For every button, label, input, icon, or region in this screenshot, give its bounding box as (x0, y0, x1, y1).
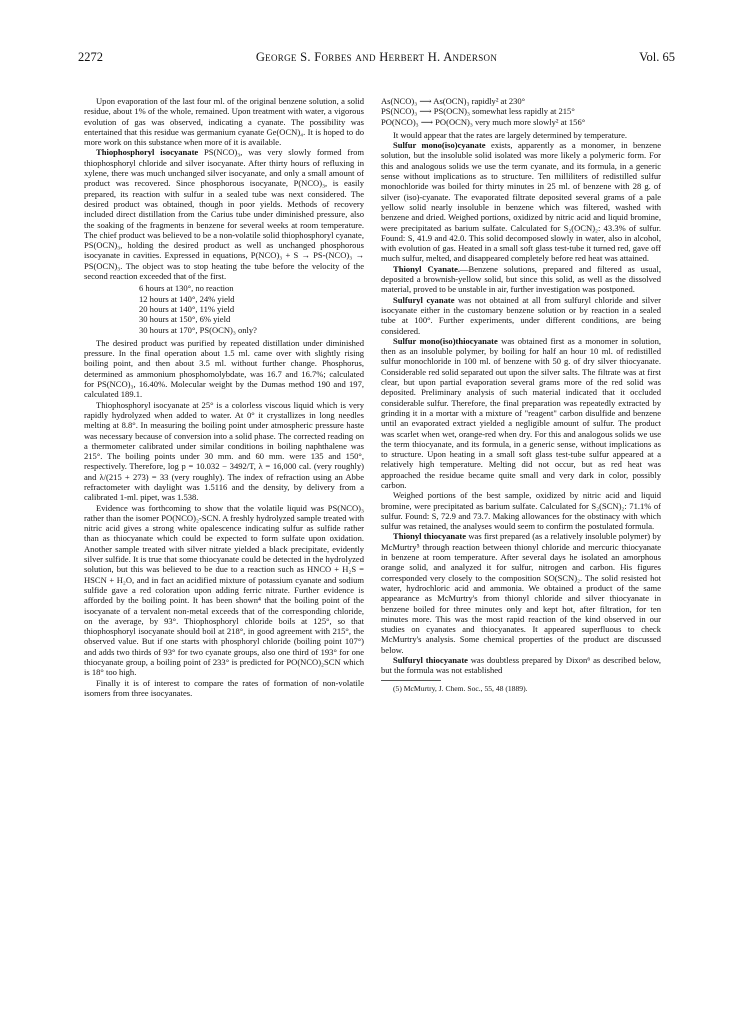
paragraph: Evidence was forthcoming to show that the volatile liquid was PS(NCO)₃ rather than the isomer PO(NCO)₂-SCN. A freshly hydrolyzed sample treated with nitric acid gives a strong white opalescence indicating sulfur as sulfide rather than as thiocyanate which could be expected to form sulfate upon oxidation. Another sample treated with silver nitrate yielded a black precipitate, evidently silver sulfide. It is true that some thiocyanate could be detected in the hydrolyzed solution, but this was believed to be due to a reaction such as HNCO + H₂S = HSCN + H₂O, and in fact an acidified mixture of potassium cyanate and sodium sulfide gave a red coloration upon adding ferric nitrate. Further evidence is afforded by the boiling point. It has been shown⁴ that the boiling point of the isocyanate of a tervalent non-metal exceeds that of the corresponding chloride, on the average, by 93°. Thiophosphoryl chloride boils at 125°, so that thiophosphoryl isocyanate should boil at 218°, in good agreement with 215°, the observed value. But if one starts with phosphoryl chloride (boiling point 107°) and adds two thirds of 93° for two cyanate groups, also one third of 193° for one thiocyanate group, a boiling point of 233° is predicted for PO(NCO)₂SCN which is 18° too high. (84, 502, 364, 678)
paragraph-lead: Thiophosphoryl isocyanate (96, 147, 199, 158)
footnote: (5) McMurtry, J. Chem. Soc., 55, 48 (1889). (393, 683, 528, 693)
paragraph-lead: Sulfuryl thiocyanate (393, 655, 468, 666)
list-item: 6 hours at 130°, no reaction (139, 283, 234, 294)
paragraph (84, 147, 364, 281)
left-column (84, 96, 364, 698)
paragraph (381, 531, 661, 655)
paragraph-lead: Sulfur mono(iso)cyanate (393, 140, 486, 151)
reaction-line: PS(NCO)₃ ⟶ PS(OCN)₃ somewhat less rapidly at 215° (381, 106, 575, 117)
paragraph: Upon evaporation of the last four ml. of the original benzene solution, a solid residue, about 1% of the whole, remained. Upon treatment with water, a vigorous evolution of gas was observed, indicating a cyanate. The possibility was entertained that this residue was germanium cyanate Ge(OCN)₄. It is hoped to do more work on this substance when more of it is available. (84, 96, 364, 148)
paragraph-body: —Benzene solutions, prepared and filtered as usual, deposited a brownish-yellow solid, but since this solid, as well as the dissolved material, proved to be unstable in air, further investigation was postponed. (381, 263, 661, 295)
list-item: 30 hours at 170°, PS(OCN)₃ only? (139, 324, 257, 335)
reaction-times-list (139, 283, 364, 334)
reaction-rates-list (381, 96, 661, 127)
paragraph (381, 264, 661, 295)
paragraph-body: was not obtained at all from sulfuryl chloride and silver isocyanate either in the customary benzene solution or by reaction in a sealed tube at 100°. Further experiments, under different conditions, are being considered. (381, 294, 661, 336)
list-item: 20 hours at 140°, 11% yield (139, 303, 235, 314)
reaction-line: As(NCO)₃ ⟶ As(OCN)₃ rapidly² at 230° (381, 96, 526, 106)
paragraph-body: was obtained first as a monomer in solution, then as an insoluble polymer, by boiling for half an hour 10 ml. of redistilled sulfur monochloride in 100 ml. of benzene with 50 g. of dry silver thiocyanate. Considerable red solid separated out upon the silver salts. The filtrate was at first clear, but upon partial evaporation several grams more of the red solid was deposited. Preliminary analysis of such material indicated that it occluded considerable sulfur. Therefore, the final preparation was repeatedly extracted by grinding it in a mortar with a mixture of "reagent" carbon disulfide and benzene until an evaporated extract yielded a negligible amount of sulfur. The product was scarlet when wet, orange-red when dry. For this and analogous solids we use the term thiocyanate, and its formula, in a generic sense, without implications as to structure. Upon heating in a small soft glass test-tube sulfur appeared at a relatively high temperature. Melting did not occur, but as red heat was approached the residue became quite small and very dark in color, possibly carbon. (381, 335, 661, 490)
paragraph-body: PS(NCO)₃, was very slowly formed from thiophosphoryl chloride and silver isocyanate. After thirty hours of refluxing in xylene, there was much unchanged silver isocyanate, and only a small amount of product was recovered. Since phosphorous isocyanate, P(NCO)₃, is easily prepared, its reaction with sulfur in a sealed tube was next considered. The desired product was obtained, though in poor yields. Methods of recovery included direct distillation from the Carius tube under diminished pressure, also the soaking of the fragments in benzene for several weeks at room temperature. The chief product was believed to be a non-volatile solid thiophosphoryl cyanate, PS(OCN)₃, holding the desired product as well as unchanged phosphorous isocyanate in cavities. Expressed in equations, P(NCO)₃ + S → PS-(NCO)₃ → PS(OCN)₃. The object was to stop heating the tube before the velocity of the second reaction exceeded that of the first. (84, 147, 364, 282)
page-header (78, 50, 675, 68)
paragraph: It would appear that the rates are largely determined by temperature. (393, 129, 628, 140)
paragraph: Finally it is of interest to compare the rates of formation of non-volatile isomers from three isocyanates. (84, 677, 364, 698)
running-title: George S. Forbes and Herbert H. Anderson (255, 50, 498, 64)
paragraph: Weighed portions of the best sample, oxidized by nitric acid and liquid bromine, were precipitated as barium sulfate. Calculated for S₂(SCN)₂: 71.1% of sulfur. Found: S, 72.9 and 73.7. Making allowances for the obstinacy with which sulfur was retained, the analyses would seem to confirm the postulated formula. (381, 490, 661, 532)
paragraph-lead: Thionyl Cyanate. (393, 263, 460, 274)
paragraph (381, 295, 661, 336)
paragraph-lead: Sulfur mono(iso)thiocyanate (393, 335, 498, 346)
volume-label: Vol. 65 (639, 50, 675, 64)
paragraph-body: was doubtless prepared by Dixon⁶ as described below, but the formula was not established (381, 655, 661, 676)
list-item: 30 hours at 150°, 6% yield (139, 314, 231, 325)
list-item: 12 hours at 140°, 24% yield (139, 293, 235, 304)
right-column (381, 96, 661, 694)
paragraph: The desired product was purified by repeated distillation under diminished pressure. In the final operation about 1.5 ml. came over with slightly rising boiling point, and then about 3.5 ml. without further change. Phosphorus, determined as ammonium phosphomolybdate, was 16.7 and 16.7%; calculated for PS(NCO)₃, 16.40%. Molecular weight by the Dumas method 190 and 197, calculated 189.1. (84, 337, 364, 400)
paragraph-body: was first prepared (as a relatively insoluble polymer) by McMurtry⁵ through reaction between thionyl chloride and mercuric thiocyanate in benzene at room temperature. After several days he isolated an amorphous orange solid, and analyzed it for sulfur, nitrogen and carbon. His figures corresponded very closely to the composition SO(SCN)₂. The solid resisted hot water, hydrochloric acid and ammonia. We obtained a product of the same appearance as McMurtry's from thionyl chloride and silver thiocyanate in benzene boiled for three minutes only and kept hot, after filtration, for ten minutes more. This was the most rapid reaction of the kind observed in our studies on cyanates and thiocyanates. It appeared superfluous to check McMurtry's analysis. Some chemical properties of the product are discussed below. (381, 531, 661, 655)
reaction-line: PO(NCO)₃ ⟶ PO(OCN)₃ very much more slowly² at 156° (381, 116, 586, 127)
page-number: 2272 (78, 50, 103, 64)
paragraph (381, 140, 661, 264)
paragraph (381, 336, 661, 490)
paragraph-lead: Sulfuryl cyanate (393, 294, 455, 305)
paragraph-body: exists, apparently as a monomer, in benzene solution, but the insoluble solid isolated was more likely a polymeric form. For this and analogous solids we use the term cyanate, and its formula, in a generic sense without implications as to structure. Ten milliliters of redistilled sulfur monochloride was boiled for thirty minutes in 25 ml. of benzene with 28 g. of silver (iso)-cyanate. The evaporated filtrate deposited several grams of a pale yellow solid nearly insoluble in benzene which was filtered, washed with benzene and dried. Weighed portions, oxidized by nitric acid and liquid bromine, were precipitated as barium sulfate. Calculated for S₂(OCN)₂: 43.3% of sulfur. Found: S, 41.9 and 42.0. This solid decomposed slowly in water, also in alcohol, with evolution of gas. Heated in a small soft glass test-tube it turned red, gave off much sulfur, melted, and disappeared completely before red heat was attained. (381, 140, 661, 264)
paragraph-lead: Thionyl thiocyanate (393, 531, 467, 542)
paragraph (381, 655, 661, 676)
footnote-divider (381, 680, 441, 681)
paragraph: Thiophosphoryl isocyanate at 25° is a colorless viscous liquid which is very rapidly hydrolyzed when added to water. At 0° it crystallizes in long needles melting at 8.8°. In measuring the boiling point under atmospheric pressure haste was necessary because of conversion into a solid phase. The corrected reading on a thermometer calibrated under similar conditions in boiling naphthalene was 215°. The boiling points under 30 mm. and 60 mm. were 135 and 150°, respectively. Therefore, log p = 10.032 − 3492/T, λ = 16,000 cal. (very roughly) and λ/(215 + 273) = 33 (very roughly). The index of refraction using an Abbe refractometer with daylight was 1.5116 and the density, by delivery from a calibrated 1-ml. pipet, was 1.538. (84, 399, 364, 503)
